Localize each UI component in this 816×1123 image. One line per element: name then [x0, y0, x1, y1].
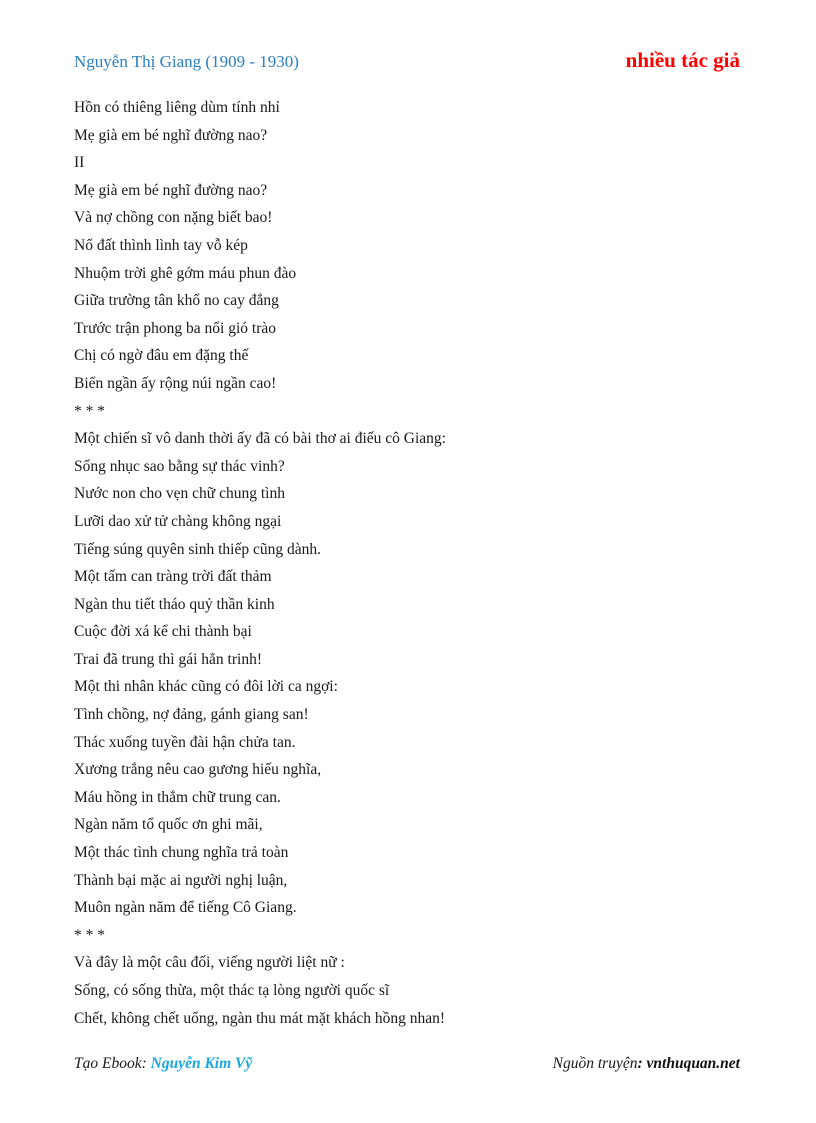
text-line: Tiếng súng quyên sinh thiếp cũng dành.: [74, 540, 321, 558]
source-separator: :: [637, 1055, 647, 1072]
source-label: Nguồn truyện: [552, 1055, 638, 1072]
text-line: II: [74, 154, 85, 172]
page-footer: [74, 1055, 740, 1079]
poem-body: [74, 94, 756, 1032]
text-line: Muôn ngàn năm để tiếng Cô Giang.: [74, 899, 297, 917]
header-title: Nguyễn Thị Giang (1909 - 1930): [74, 52, 299, 71]
text-line: Nước non cho vẹn chữ chung tình: [74, 485, 285, 503]
text-line: Trai đã trung thì gái hẳn trinh!: [74, 650, 262, 668]
text-line: Chết, không chết uổng, ngàn thu mát mặt khách hồng nhan!: [74, 1009, 446, 1027]
text-line: Mẹ già em bé nghĩ đường nao?: [74, 126, 268, 144]
text-line: Và đây là một câu đối, viếng người liệt nữ :: [74, 954, 345, 972]
text-line: Và nợ chồng con nặng biết bao!: [74, 209, 273, 227]
text-line: Một chiến sĩ vô danh thời ấy đã có bài thơ ai điếu cô Giang:: [74, 430, 446, 448]
text-line: Hồn có thiêng liêng dùm tính nhỉ: [74, 99, 280, 116]
text-line: Biển ngần ấy rộng núi ngần cao!: [74, 374, 277, 392]
creator-label: Tạo Ebook: [74, 1055, 142, 1072]
text-line: Nhuộm trời ghê gớm máu phun đào: [74, 264, 297, 282]
text-line: Sống nhục sao bằng sự thác vinh?: [74, 457, 285, 475]
text-line: Giữa trường tân khổ no cay đắng: [74, 292, 279, 310]
text-line: Ngàn năm tổ quốc ơn ghi mãi,: [74, 816, 263, 834]
text-line: Một thác tình chung nghĩa trả toàn: [74, 844, 289, 862]
creator-name: Nguyễn Kim Vỹ: [150, 1055, 253, 1072]
text-line: Thành bại mặc ai người nghị luận,: [74, 871, 288, 889]
section-separator: * * *: [74, 926, 105, 944]
footer-source: [553, 1055, 740, 1073]
text-line: Sống, có sống thừa, một thác tạ lòng người quốc sĩ: [74, 982, 390, 999]
text-line: Cuộc đời xá kể chi thành bại: [74, 623, 252, 641]
header-author: nhiều tác giả: [625, 48, 740, 72]
creator-separator: :: [141, 1055, 151, 1072]
section-separator: * * *: [74, 402, 105, 420]
text-line: Mẹ già em bé nghĩ đường nao?: [74, 181, 268, 199]
text-line: Xương trắng nêu cao gương hiếu nghĩa,: [74, 761, 322, 779]
footer-credit: [74, 1055, 252, 1073]
text-line: Một tấm can tràng trời đất thảm: [74, 568, 272, 586]
text-line: Ngàn thu tiết tháo quỷ thần kinh: [74, 595, 275, 613]
text-line: Trước trận phong ba nổi gió trào: [74, 319, 276, 337]
source-site-link[interactable]: vnthuquan.net: [646, 1055, 740, 1072]
text-line: Thác xuống tuyền đài hận chửa tan.: [74, 733, 296, 751]
text-line: Chị có ngờ đâu em đặng thế: [74, 347, 249, 365]
page-header: [74, 48, 740, 78]
text-line: Nổ đất thình lình tay vỗ kép: [74, 236, 248, 254]
text-line: Lưỡi dao xử tử chàng không ngại: [74, 512, 282, 530]
text-line: Máu hồng in thắm chữ trung can.: [74, 788, 281, 806]
text-line: Một thi nhân khác cũng có đôi lời ca ngợi:: [74, 678, 338, 696]
text-line: Tình chồng, nợ đảng, gánh giang san!: [74, 706, 309, 724]
